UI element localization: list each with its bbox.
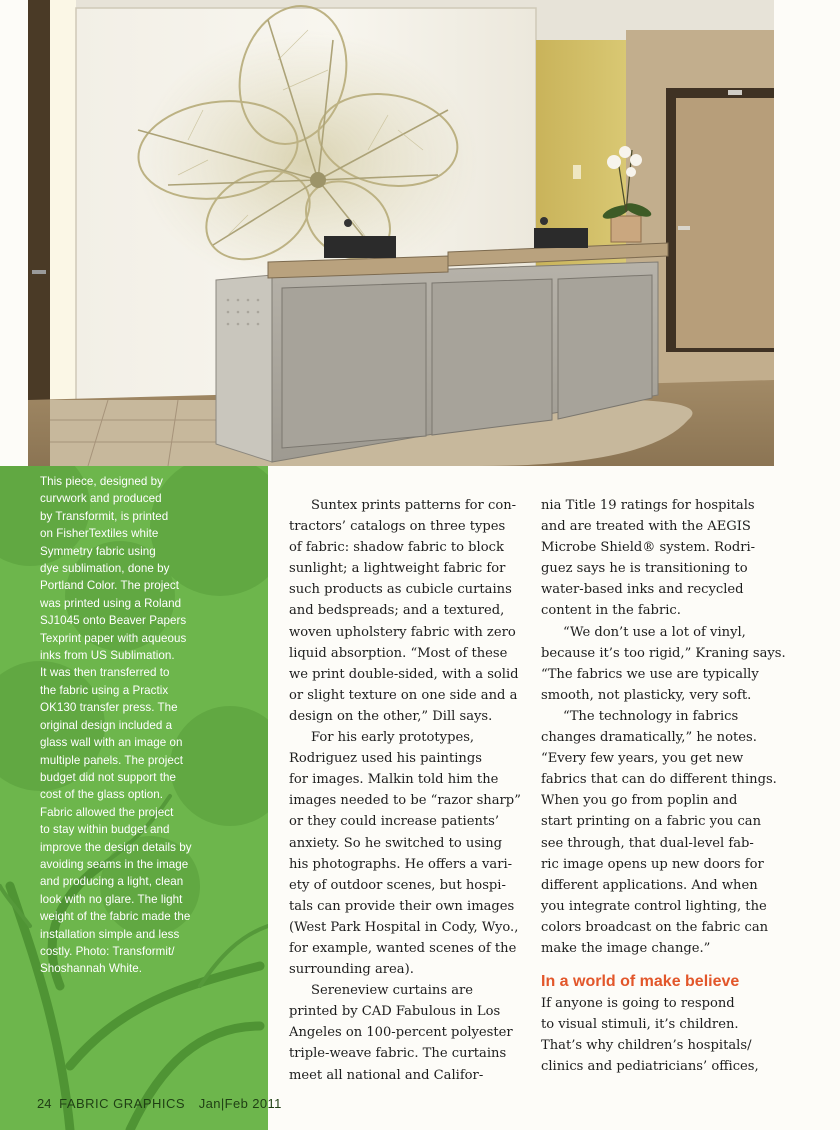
- text-line: woven upholstery fabric with zero: [289, 624, 516, 640]
- text-line: guez says he is transitioning to: [541, 561, 748, 577]
- caption-line: Portland Color. The project: [40, 579, 180, 593]
- text-line: When you go from poplin and: [541, 793, 738, 809]
- text-line: such products as cubicle curtains: [289, 582, 512, 598]
- text-line: printed by CAD Fabulous in Los: [289, 1004, 501, 1020]
- text-line: of fabric: shadow fabric to block: [289, 540, 504, 556]
- text-line: smooth, not plasticky, very soft.: [541, 687, 752, 703]
- caption-line: look with no glare. The light: [40, 892, 183, 906]
- text-line: “We don’t use a lot of vinyl,: [563, 624, 746, 640]
- body-paragraph: [541, 622, 786, 706]
- caption-line: installation simple and less: [40, 927, 180, 941]
- text-line: colors broadcast on the fabric can: [541, 919, 769, 935]
- text-line: nia Title 19 ratings for hospitals: [541, 498, 755, 513]
- caption-line: to stay within budget and: [40, 823, 170, 837]
- text-line: design on the other,” Dill says.: [289, 708, 493, 724]
- text-line: you integrate control lighting, the: [541, 898, 767, 914]
- text-line: Rodriguez used his paintings: [289, 751, 482, 767]
- text-line: That’s why children’s hospitals/: [541, 1038, 752, 1054]
- text-line: for example, wanted scenes of the: [289, 940, 517, 956]
- text-line: and bedspreads; and a textured,: [289, 603, 505, 619]
- text-line: sunlight; a lightweight fabric for: [289, 561, 506, 577]
- text-line: triple-weave fabric. The curtains: [289, 1046, 507, 1062]
- text-line: surrounding area).: [289, 962, 414, 978]
- section-heading: In a world of make believe: [541, 973, 740, 991]
- text-line: changes dramatically,” he notes.: [541, 730, 757, 746]
- text-line: “Every few years, you get new: [541, 751, 744, 767]
- text-line: (West Park Hospital in Cody, Wyo.,: [289, 919, 519, 935]
- text-line: images needed to be “razor sharp”: [289, 793, 521, 809]
- body-paragraph: [541, 495, 773, 622]
- caption-line: SJ1045 onto Beaver Papers: [40, 614, 187, 628]
- text-line: we print double-sided, with a solid: [289, 666, 519, 682]
- text-line: tractors’ catalogs on three types: [289, 519, 506, 535]
- page-number: 24: [37, 1096, 52, 1111]
- reception-photo: [28, 0, 774, 466]
- text-line: liquid absorption. “Most of these: [289, 645, 508, 661]
- caption-line: dye sublimation, done by: [40, 562, 170, 576]
- text-line: If anyone is going to respond: [541, 996, 735, 1012]
- caption-line: inks from US Sublimation.: [40, 649, 175, 663]
- text-line: Suntex prints patterns for con-: [311, 498, 517, 513]
- text-line: ety of outdoor scenes, but hospi-: [289, 877, 506, 893]
- caption-line: It was then transferred to: [40, 666, 170, 680]
- text-line: Sereneview curtains are: [311, 983, 474, 999]
- body-paragraph: [541, 993, 773, 1077]
- text-line: because it’s too rigid,” Kraning says.: [541, 645, 786, 661]
- caption-line: Symmetry fabric using: [40, 544, 156, 558]
- caption-line: Shoshannah White.: [40, 962, 143, 976]
- caption-line: weight of the fabric made the: [40, 910, 191, 924]
- caption-line: cost of the glass option.: [40, 788, 164, 802]
- text-line: clinics and pediatricians’ offices,: [541, 1059, 759, 1075]
- column-2-paragraphs: [541, 495, 786, 959]
- text-line: Microbe Shield® system. Rodri-: [541, 540, 756, 556]
- text-line: tals can provide their own images: [289, 898, 515, 914]
- caption-line: OK130 transfer press. The: [40, 701, 178, 715]
- caption-line: on FisherTextiles white: [40, 527, 159, 541]
- caption-line: improve the design details by: [40, 840, 192, 854]
- text-line: content in the fabric.: [541, 603, 681, 619]
- body-column-1: [289, 495, 521, 1086]
- text-line: start printing on a fabric you can: [541, 814, 762, 830]
- text-line: make the image change.”: [541, 940, 711, 956]
- text-line: fabrics that can do different things.: [541, 772, 777, 788]
- body-paragraph: [541, 706, 777, 959]
- caption-line: This piece, designed by: [40, 475, 163, 488]
- text-line: “The technology in fabrics: [563, 708, 739, 724]
- caption-line: the fabric using a Practix: [40, 683, 169, 697]
- caption-line: curvwork and produced: [40, 492, 162, 506]
- caption-line: Fabric allowed the project: [40, 805, 174, 819]
- column-2-after-heading: [541, 993, 773, 1077]
- text-line: see through, that dual-level fab-: [541, 835, 754, 851]
- caption-line: budget did not support the: [40, 770, 177, 784]
- text-line: Angeles on 100-percent polyester: [289, 1025, 513, 1041]
- body-column-2: [541, 495, 786, 1077]
- text-line: for images. Malkin told him the: [289, 772, 499, 788]
- text-line: his photographs. He offers a vari-: [289, 856, 513, 872]
- text-line: different applications. And when: [541, 877, 758, 893]
- caption-line: by Transformit, is printed: [40, 509, 169, 523]
- text-line: “The fabrics we use are typically: [541, 666, 759, 682]
- photo-caption: [40, 473, 202, 978]
- text-line: anxiety. So he switched to using: [289, 835, 503, 851]
- caption-line: costly. Photo: Transformit/: [40, 944, 175, 958]
- body-paragraph: [289, 495, 521, 727]
- issue-date: Jan|Feb 2011: [198, 1096, 282, 1111]
- text-line: For his early prototypes,: [311, 730, 475, 746]
- caption-line: avoiding seams in the image: [40, 857, 189, 871]
- text-line: or slight texture on one side and a: [289, 687, 518, 703]
- caption-sidebar: [0, 466, 268, 1130]
- text-line: and are treated with the AEGIS: [541, 519, 751, 535]
- caption-line: original design included a: [40, 718, 173, 732]
- caption-line: glass wall with an image on: [40, 736, 183, 750]
- body-paragraph: [289, 727, 521, 980]
- body-paragraph: [289, 980, 521, 1085]
- caption-line: and producing a light, clean: [40, 875, 184, 889]
- caption-line: was printed using a Roland: [40, 596, 182, 610]
- publication-name: FABRIC GRAPHICS: [59, 1096, 186, 1111]
- page-footer: [37, 1096, 282, 1111]
- text-line: or they could increase patients’: [289, 814, 500, 830]
- text-line: meet all national and Califor-: [289, 1067, 484, 1083]
- caption-line: multiple panels. The project: [40, 753, 183, 767]
- text-line: water-based inks and recycled: [541, 582, 744, 598]
- text-line: to visual stimuli, it’s children.: [541, 1017, 739, 1033]
- caption-line: Texprint paper with aqueous: [40, 631, 187, 645]
- text-line: ric image opens up new doors for: [541, 856, 764, 872]
